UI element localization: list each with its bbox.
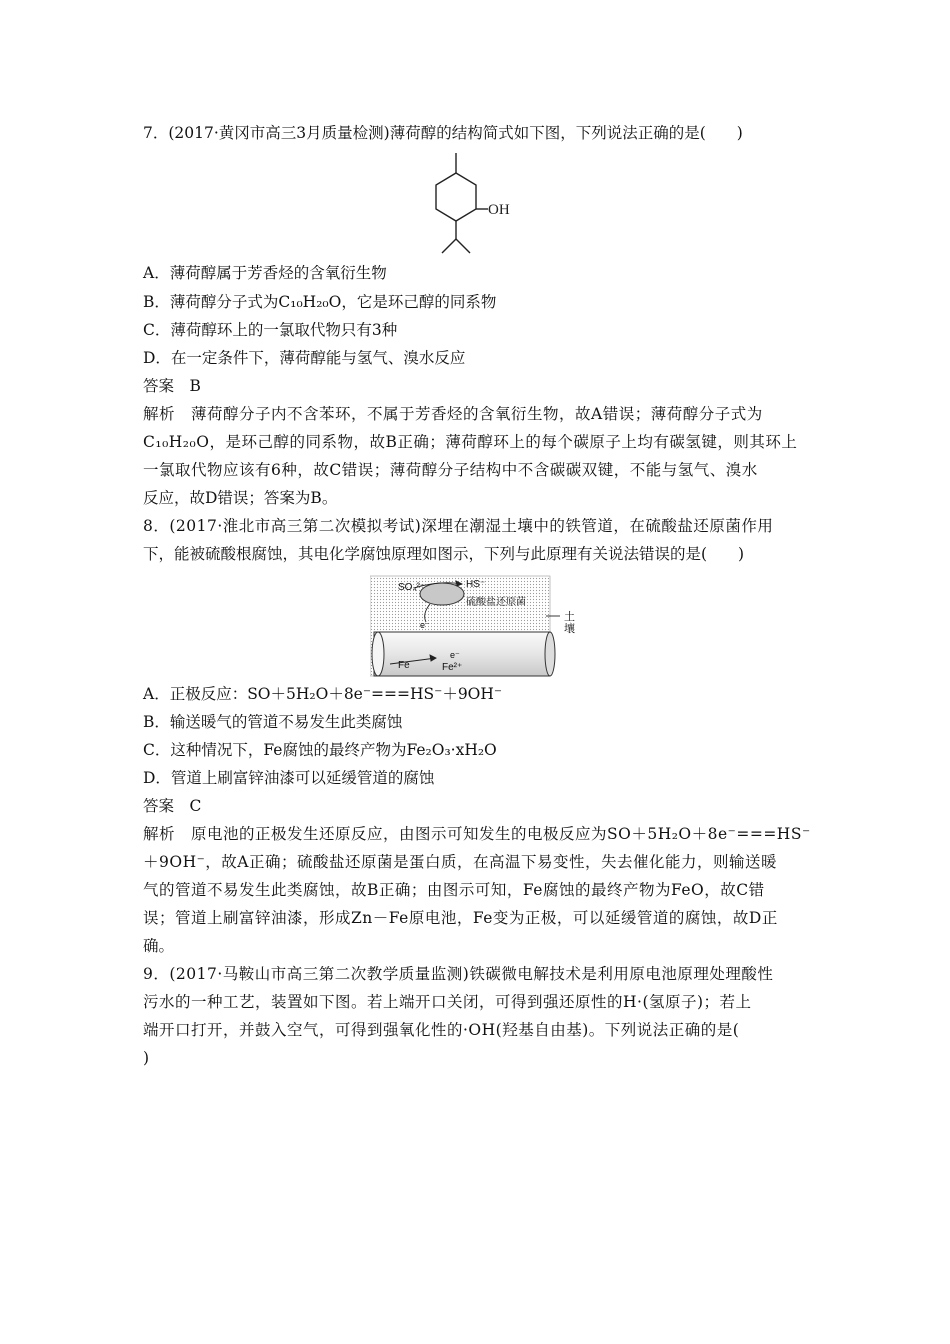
oh-label: OH <box>488 202 510 218</box>
q7-explanation-line: 一氯取代物应该有6种，故C错误；薄荷醇分子结构中不含碳碳双键，不能与氢气、溴水 <box>143 461 758 479</box>
corrosion-diagram <box>370 574 580 678</box>
q9-stem: 污水的一种工艺，装置如下图。若上端开口关闭，可得到强还原性的H·(氢原子)；若上 <box>143 993 752 1011</box>
q7-explanation-line: 解析 薄荷醇分子内不含苯环，不属于芳香烃的含氧衍生物，故A错误；薄荷醇分子式为 <box>143 405 763 423</box>
q8-option-c: C．这种情况下，Fe腐蚀的最终产物为Fe₂O₃·xH₂O <box>143 741 497 759</box>
q8-explanation-line: 气的管道不易发生此类腐蚀，故B正确；由图示可知，Fe腐蚀的最终产物为FeO，故C错 <box>143 881 765 899</box>
q9-stem: 9．(2017·马鞍山市高三第二次教学质量监测)铁碳微电解技术是利用原电池原理处理酸性 <box>143 965 774 983</box>
hs-label: HS⁻ <box>466 579 486 590</box>
q8-explanation-line: ＋9OH⁻，故A正确；硫酸盐还原菌是蛋白质，在高温下易变性，失去催化能力，则输送暖 <box>143 853 777 871</box>
soil-label: 土 <box>564 611 575 623</box>
q9-stem: 端开口打开，并鼓入空气，可得到强氧化性的·OH(羟基自由基)。下列说法正确的是( <box>143 1021 740 1039</box>
q8-option-d: D．管道上刷富锌油漆可以延缓管道的腐蚀 <box>143 769 435 787</box>
q8-explanation-line: 解析 原电池的正极发生还原反应，由图示可知发生的电极反应为SO＋5H₂O＋8e⁻===HS⁻ <box>143 825 811 843</box>
soil-label: 壤 <box>564 623 575 635</box>
q7-stem: 7．(2017·黄冈市高三3月质量检测)薄荷醇的结构简式如下图，下列说法正确的是( ) <box>143 124 743 142</box>
electron-label: e⁻ <box>450 650 460 660</box>
q8-explanation-line: 确。 <box>143 937 175 955</box>
q7-option-c: C．薄荷醇环上的一氯取代物只有3种 <box>143 321 398 339</box>
q8-answer: 答案 C <box>143 797 202 815</box>
menthol-structure <box>420 145 530 260</box>
fe2-label: Fe²⁺ <box>442 662 463 673</box>
q7-option-a: A．薄荷醇属于芳香烃的含氧衍生物 <box>143 264 387 282</box>
so4-label: SO₄²⁻ <box>398 582 426 593</box>
q7-option-d: D．在一定条件下，薄荷醇能与氢气、溴水反应 <box>143 349 466 367</box>
q9-stem: ) <box>143 1049 150 1067</box>
q8-option-b: B．输送暖气的管道不易发生此类腐蚀 <box>143 713 403 731</box>
q7-explanation-line: 反应，故D错误；答案为B。 <box>143 489 338 507</box>
q8-stem: 下，能被硫酸根腐蚀，其电化学腐蚀原理如图示，下列与此原理有关说法错误的是( ) <box>143 545 745 563</box>
q8-option-a: A．正极反应：SO＋5H₂O＋8e⁻===HS⁻＋9OH⁻ <box>143 685 503 703</box>
bacteria-label: 硫酸盐还原菌 <box>466 597 526 608</box>
q8-explanation-line: 误；管道上刷富锌油漆，形成Zn－Fe原电池，Fe变为正极，可以延缓管道的腐蚀，故D正 <box>143 909 778 927</box>
electron-label: e⁻ <box>420 620 430 630</box>
q8-stem: 8．(2017·淮北市高三第二次模拟考试)深埋在潮湿土壤中的铁管道，在硫酸盐还原菌作用 <box>143 517 774 535</box>
fe-label: Fe <box>398 660 410 671</box>
q7-explanation-line: C₁₀H₂₀O，是环己醇的同系物，故B正确；薄荷醇环上的每个碳原子上均有碳氢键，则其环上 <box>143 433 798 451</box>
q7-option-b: B．薄荷醇分子式为C₁₀H₂₀O，它是环己醇的同系物 <box>143 293 497 311</box>
q7-answer: 答案 B <box>143 377 201 395</box>
